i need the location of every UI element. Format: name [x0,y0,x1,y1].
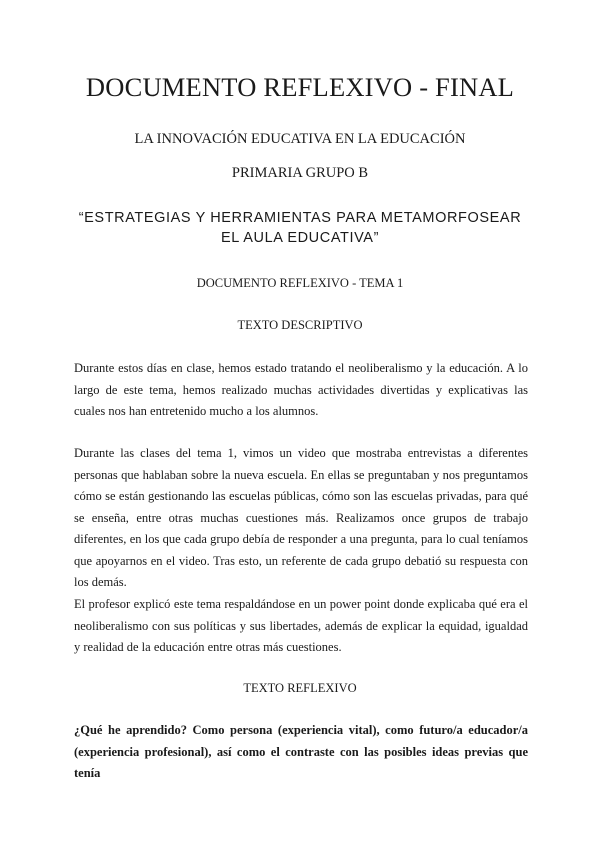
document-subtitle: LA INNOVACIÓN EDUCATIVA EN LA EDUCACIÓN [134,131,466,147]
reflection-question: ¿Qué he aprendido? Como persona (experiencia vital), como futuro/a educador/a (experiencia profesional), así como el contraste con las posibles ideas previas que tenía [74,723,528,780]
document-subtitle-group: PRIMARIA GRUPO B [231,165,369,181]
paragraph-3: El profesor explicó este tema respaldándose en un power point donde explicaba qué era el neoliberalismo con sus políticas y sus libertades, además de explicar la equidad, igualdad y realidad de la educación entre otras más cuestiones. [74,597,528,654]
section-title: DOCUMENTO REFLEXIVO - TEMA 1 [196,276,404,290]
paragraph-1: Durante estos días en clase, hemos estado tratando el neoliberalismo y la educación. A lo largo de este tema, hemos realizado muchas actividades divertidas y explicativas las cuales nos han entretenido mucho a los alumnos. [74,361,528,418]
document-title: DOCUMENTO REFLEXIVO - FINAL [85,72,515,102]
reflexive-heading: TEXTO REFLEXIVO [243,681,357,695]
descriptive-heading: TEXTO DESCRIPTIVO [237,318,363,332]
quote-title: “ESTRATEGIAS Y HERRAMIENTAS PARA METAMORFOSEAR EL AULA EDUCATIVA” [78,210,522,246]
paragraph-2: Durante las clases del tema 1, vimos un video que mostraba entrevistas a diferentes personas que hablaban sobre la nueva escuela. En ellas se preguntaban y nos preguntamos cómo se están gestionando las escuelas públicas, cómo son las escuelas privadas, para qué se enseña, entre otras muchas cuestiones más. Realizamos once grupos de trabajo diferentes, en los que cada grupo debía de responder a una pregunta, para lo cual teníamos que apoyarnos en el video. Tras esto, un referente de cada grupo debatió su respuesta con los demás. [74,446,528,589]
